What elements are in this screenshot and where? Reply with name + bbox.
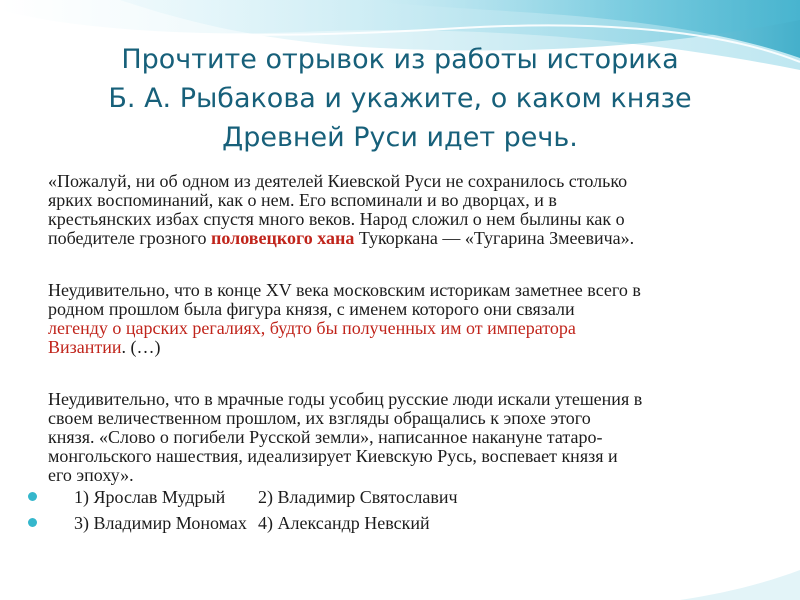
bullet-icon	[28, 492, 37, 501]
title-line: Б. А. Рыбакова и укажите, о каком князе	[108, 83, 692, 114]
text-line: своем величественном прошлом, их взгляды обращались к эпохе этого	[48, 408, 591, 428]
text-line: крестьянских избах спустя много веков. Народ сложил о нем былины как о	[48, 209, 625, 229]
answer-option-3: 3) Владимир Мономах	[74, 513, 247, 533]
quote-paragraph-3	[48, 390, 760, 485]
text-line: Неудивительно, что в мрачные годы усобиц русские люди искали утешения в	[48, 389, 643, 409]
quote-paragraph-2	[48, 281, 760, 357]
answer-options	[28, 484, 748, 536]
answer-option-4: 4) Александр Невский	[258, 513, 430, 533]
text-line: ярких воспоминаний, как о нем. Его вспоминали и во дворцах, и в	[48, 190, 557, 210]
highlight-byzantium: Византии	[48, 337, 122, 357]
bullet-icon	[28, 518, 37, 527]
text-line: Неудивительно, что в конце XV века московским историкам заметнее всего в	[48, 280, 641, 300]
highlight-regalia-legend: легенду о царских регалиях, будто бы полученных им от императора	[48, 318, 576, 338]
answer-option-1: 1) Ярослав Мудрый	[74, 487, 226, 507]
slide-title	[60, 40, 740, 157]
highlight-polovtsian-khan: половецкого хана	[210, 228, 355, 248]
text-line: «Пожалуй, ни об одном из деятелей Киевской Руси не сохранилось столько	[48, 171, 628, 191]
text-line: его эпоху».	[48, 465, 134, 485]
quote-paragraph-1	[48, 172, 760, 248]
title-line: Древней Руси идет речь.	[222, 122, 578, 153]
answer-option-2: 2) Владимир Святославич	[258, 487, 458, 507]
quote-text	[48, 172, 760, 485]
text-segment: победителе грозного	[48, 228, 211, 248]
wave-bottom-right	[680, 570, 800, 600]
text-line: монгольского нашествия, идеализирует Киевскую Русь, воспевает князя и	[48, 446, 618, 466]
text-line: князя. «Слово о погибели Русской земли», написанное накануне татаро-	[48, 427, 603, 447]
answer-row	[28, 510, 748, 536]
answer-row	[28, 484, 748, 510]
text-segment: . (…)	[121, 337, 161, 357]
title-line: Прочтите отрывок из работы историка	[121, 44, 679, 75]
text-line: родном прошлом была фигура князя, с именем которого они связали	[48, 299, 575, 319]
text-segment: Тукоркана — «Тугарина Змеевича».	[354, 228, 635, 248]
